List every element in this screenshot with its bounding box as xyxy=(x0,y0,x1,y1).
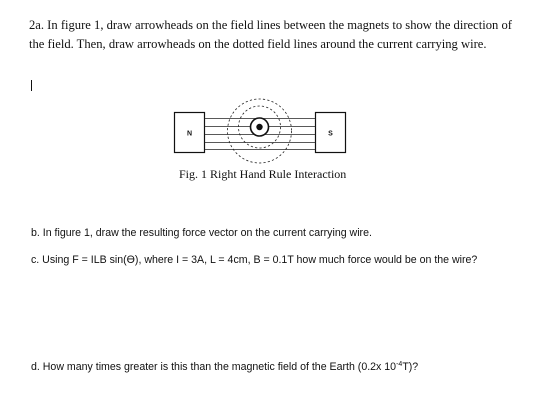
figure-1-diagram xyxy=(170,97,350,169)
question-d-main: d. How many times greater is this than the magnetic field of the Earth (0.2x 10 xyxy=(31,361,397,373)
question-d-exponent: -4 xyxy=(396,361,403,368)
question-c-text: c. Using F = ILB sin(ϴ), where I = 3A, L = 4cm, B = 0.1T how much force would be on the wire? xyxy=(31,254,478,266)
figure-caption: Fig. 1 Right Hand Rule Interaction xyxy=(179,167,347,181)
north-magnet-label: N xyxy=(186,130,193,138)
question-d-text xyxy=(31,361,418,374)
question-d-unit: T)? xyxy=(402,361,419,373)
south-magnet-label: S xyxy=(328,130,333,138)
current-carrying-wire xyxy=(251,118,269,136)
question-2a-text: 2a. In figure 1, draw arrowheads on the field lines between the magnets to show the direction of the field. Then, draw arrowheads on the dotted field lines around the current carrying wire. xyxy=(29,18,512,51)
wire-dot xyxy=(256,124,262,130)
text-cursor xyxy=(31,80,32,91)
question-b-text: b. In figure 1, draw the resulting force vector on the current carrying wire. xyxy=(31,227,372,239)
